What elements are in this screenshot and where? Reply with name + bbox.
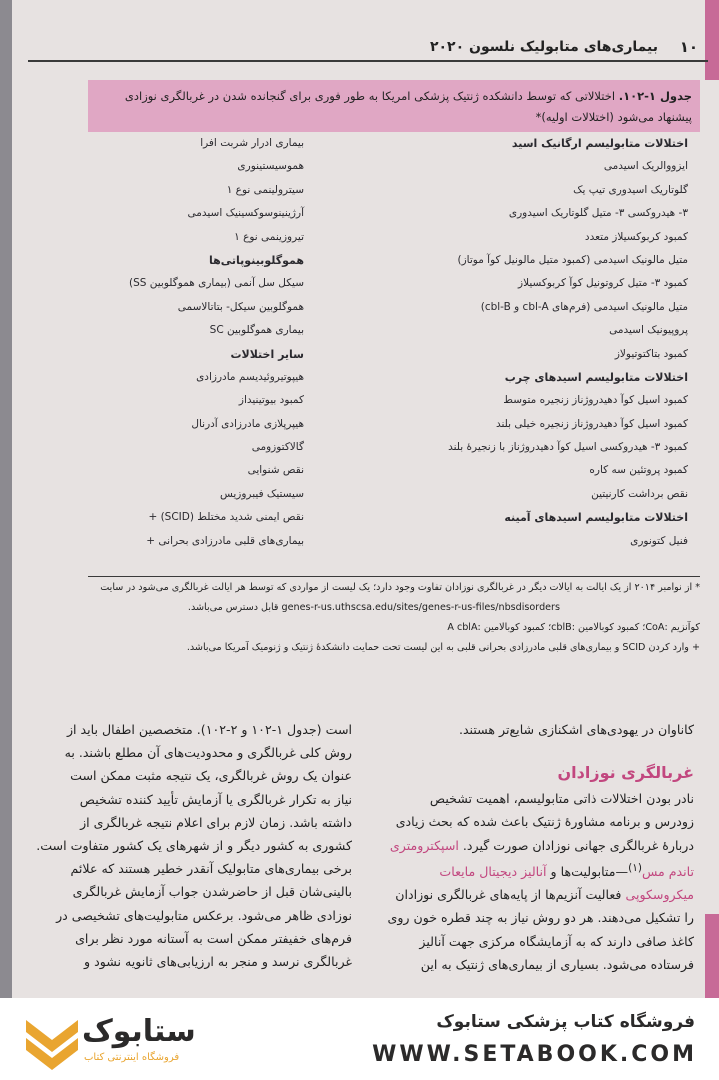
table-row: کمبود بیوتینیداز [238, 394, 304, 407]
paragraph-line: عنوان یک روش غربالگری، یک نتیجه مثبت ممکن است [70, 768, 352, 784]
table-row: کمبود پروتئین سه کاره [589, 464, 688, 477]
table-row: کمبود ۳- هیدروکسی اسیل کوآ دهیدروژناز با زنجیرهٔ بلند [448, 441, 688, 454]
body-text [22, 718, 712, 998]
paragraph-line: کاغذ صافی دارند که به آزمایشگاه مرکزی جهت آنالیز [419, 933, 694, 949]
paragraph-line: را تشکیل می‌دهند. هر دو روش نیاز به چند قطره خون روی [387, 910, 694, 926]
header-divider [28, 60, 708, 62]
footnote-ref: (۱) [628, 861, 642, 874]
page-binding [0, 0, 12, 998]
paragraph-line: نیاز به تکرار غربالگری یا آزمایش تأیید کننده تشخیص [79, 791, 352, 807]
logo-text: ستابوک [82, 1014, 196, 1049]
running-title: بیماری‌های متابولیک نلسون ۲۰۲۰ [429, 39, 658, 55]
footnote-2: + وارد کردن SCID و بیماری‌های قلبی مادرزادی بحرانی قلبی به این لیست تحت حمایت دانشکدهٔ ژنتیک و ژنومیک آمریکا می‌باشد. [186, 642, 700, 653]
paragraph-line [372, 857, 694, 883]
table-row: آرژینینوسوکسینیک اسیدمی [187, 207, 304, 220]
table-group-heading: سایر اختلالات [230, 347, 304, 361]
table-row: سیکل سل آنمی (بیماری هموگلوبین SS) [128, 277, 304, 290]
table-row: ۳- هیدروکسی ۳- متیل گلوتاریک اسیدوری [508, 207, 688, 220]
table-group-heading: اختلالات متابولیسم اسیدهای آمینه [504, 511, 688, 525]
paragraph-line: داشته باشد. زمان لازم برای اعلام نتیجه غربالگری از [80, 814, 352, 830]
footnote-abbreviations: کوآنزیم :CoA؛ کمبود کوبالامین :cblB؛ کمبود کوبالامین :A cblA [447, 622, 700, 633]
body-column-left [22, 718, 352, 973]
table-row: تیروزینمی نوع ۱ [234, 230, 304, 243]
table-caption [88, 80, 700, 132]
table-row: گالاکتوزومی [251, 441, 304, 454]
table-row: پروپیونیک اسیدمی [609, 324, 688, 337]
table-column-right [398, 132, 688, 553]
section-heading: غربالگری نوزادان [557, 763, 694, 783]
table-row: هموگلوبین سیکل- بتاتالاسمی [177, 300, 304, 313]
store-name: فروشگاه کتاب پزشکی ستابوک [436, 1012, 695, 1032]
logo-chevron-icon [22, 1010, 82, 1070]
paragraph-line: نوزادی ظاهر می‌شود. برعکس متابولیت‌های تشخیصی در [56, 907, 352, 923]
table-row: بیماری‌های قلبی مادرزادی بحرانی + [146, 534, 304, 547]
disorders-table [88, 132, 700, 575]
paragraph-line: بالینی‌شان قبل از حاضرشدن جواب آزمایش غربالگری [72, 884, 352, 900]
table-footnotes [60, 578, 700, 658]
store-website[interactable]: WWW.SETABOOK.COM [372, 1042, 697, 1067]
table-row: نقص ایمنی شدید مختلط (SCID) + [148, 511, 304, 524]
table-row: هیپرپلازی مادرزادی آدرنال [191, 417, 304, 430]
paragraph-line: کاناوان در یهودی‌های اشکنازی شایع‌تر هستند. [458, 722, 694, 737]
table-row: کمبود اسیل کوآ دهیدروژناز زنجیره خیلی بلند [495, 417, 688, 430]
table-row: فنیل کتونوری [630, 534, 688, 547]
table-group-heading: هموگلوبینوپاتی‌ها [209, 253, 304, 267]
table-row: نقص برداشت کارنیتین [591, 487, 688, 500]
table-row: کمبود ۳- متیل کروتونیل کوآ کربوکسیلاز [518, 277, 688, 290]
paragraph-line-text: —متابولیت‌ها و [550, 864, 629, 879]
footnote-1: * از نوامبر ۲۰۱۴ از یک ایالت به ایالات دیگر در غربالگری نوزادان تفاوت وجود دارد؛ یک لیست از مواردی که توسط هر ایالت غربالگری می‌شود در سایت [100, 582, 700, 593]
table-caption-text: اختلالاتی که توسط دانشکده ژنتیک پزشکی امریکا به طور فوری برای گنجانده شدن در غربالگری نوزادی پیشنهاد می‌شود (اختلالات اولیه)* [124, 89, 692, 124]
table-row: کمبود اسیل کوآ دهیدروژناز زنجیره متوسط [503, 394, 688, 407]
footnote-1-url: genes-r-us.uthscsa.edu/sites/genes-r-us-files/nbsdisorders قابل دسترس می‌باشد. [187, 602, 560, 613]
paragraph-line: غربالگری نرسد و منجر به ارزیابی‌های ثانویه نشود و [84, 954, 352, 970]
term-spectrometry: اسپکترومتری [389, 837, 459, 853]
paragraph-line: نادر بودن اختلالات ذاتی متابولیسم، اهمیت تشخیص [429, 791, 694, 807]
table-group-heading: اختلالات متابولیسم ارگانیک اسید [511, 137, 688, 150]
paragraph-line: فرم‌های خفیفتر ممکن است به آستانه مورد نظر برای [75, 930, 352, 946]
paragraph-line-text: فعالیت آنزیم‌ها از پایه‌های غربالگری نوزادان [395, 887, 622, 903]
paragraph-line: کشوری به کشور دیگر و از شهرهای یک کشور متفاوت است. [36, 838, 352, 854]
table-row: سیترولینمی نوع ۱ [226, 183, 304, 196]
table-row: هموسیستینوری [237, 160, 304, 173]
page-header [28, 38, 708, 58]
table-row: ایزووالریک اسیدمی [603, 160, 688, 173]
table-row: گلوتاریک اسیدوری تیپ یک [573, 183, 688, 196]
table-group-heading: اختلالات متابولیسم اسیدهای چرب [504, 370, 688, 384]
term-tandem-mass: تاندم مس [641, 864, 694, 879]
table-column-left [104, 132, 304, 553]
paragraph-line [372, 883, 694, 906]
paragraph-line: روش کلی غربالگری و محدودیت‌های آن مطلع باشند. به [64, 745, 352, 761]
store-logo [22, 1010, 212, 1070]
table-caption-label: جدول ۱-۱۰۲. [618, 89, 692, 103]
table-row: متیل مالونیک اسیدمی (کمبود متیل مالونیل کوآ موتاز) [457, 253, 688, 266]
page-number: ۱۰ [679, 38, 698, 56]
term-digital-analysis: آنالیز دیجیتال مایعات [439, 864, 547, 879]
table-row: کمبود کربوکسیلاز متعدد [584, 230, 688, 243]
table-row: نقص شنوایی [247, 464, 304, 477]
table-row: کمبود بتاکتوتیولاز [614, 347, 688, 360]
logo-subtitle: فروشگاه اینترنتی کتاب [84, 1052, 180, 1063]
table-row: سیستیک فیبروزیس [219, 487, 304, 500]
table-row: بیماری هموگلوبین SC [209, 324, 304, 337]
term-microscopy: میکروسکوپی [625, 887, 694, 903]
table-row: بیماری ادرار شربت افرا [200, 137, 304, 149]
table-row: هیپوتیروئیدیسم مادرزادی [196, 370, 304, 383]
table-row: متیل مالونیک اسیدمی (فرم‌های cbl-A و cbl-B) [480, 300, 688, 313]
paragraph-line-text: دربارهٔ غربالگری جهانی نوزادان صورت گیرد. [462, 837, 694, 853]
paragraph-line: فرستاده می‌شود. بسیاری از بیماری‌های ژنتیک به این [420, 956, 694, 972]
paragraph-line [372, 834, 694, 857]
table-bottom-rule [88, 576, 700, 577]
paragraph-line: است (جدول ۱-۱۰۲ و ۲-۱۰۲). متخصصین اطفال باید از [66, 722, 352, 737]
paragraph-line: برخی بیماری‌های متابولیک آنقدر خطیر هستند که علائم [70, 861, 352, 877]
store-banner [0, 998, 719, 1080]
paragraph-line: زودرس و برنامه مشاورهٔ ژنتیک باعث شده که بحث زیادی [395, 814, 694, 830]
body-column-right [372, 718, 694, 976]
